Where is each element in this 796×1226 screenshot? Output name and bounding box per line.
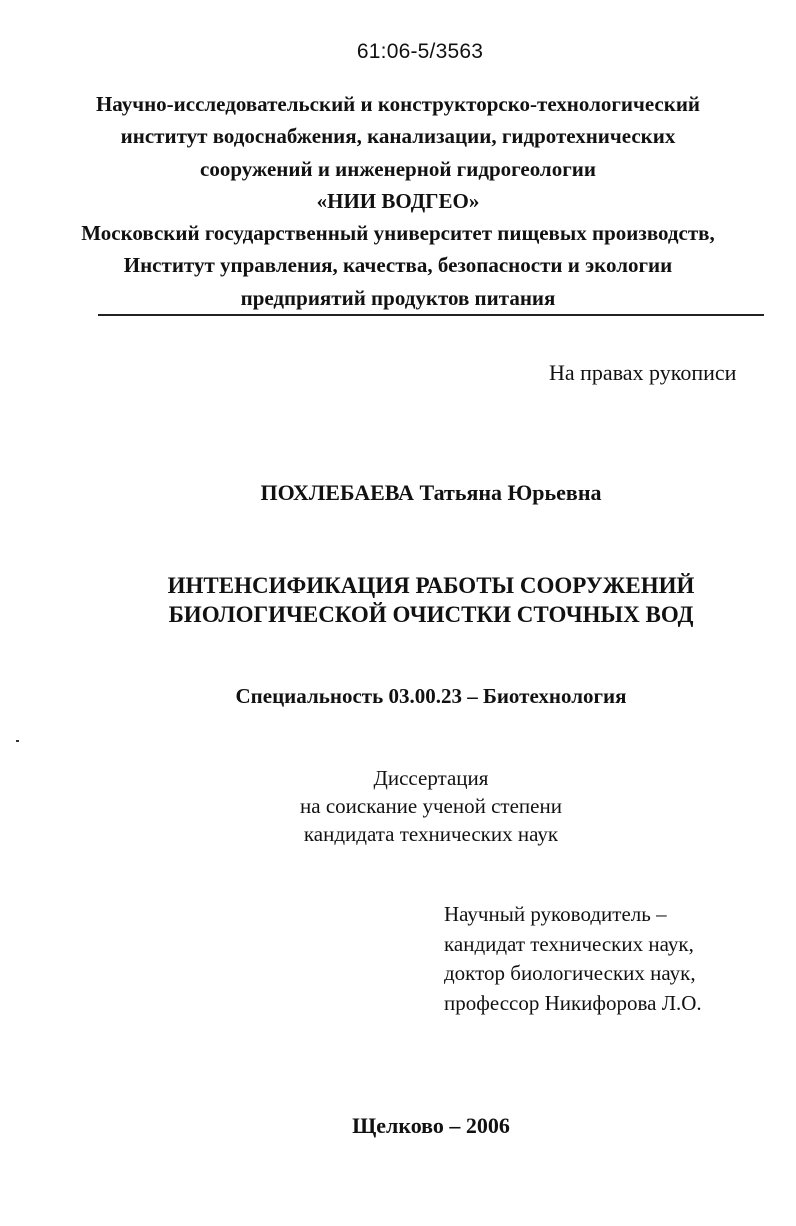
organization-line: «НИИ ВОДГЕО» <box>316 188 480 213</box>
organization-line: предприятий продуктов питания <box>240 285 556 310</box>
organization-line: институт водоснабжения, канализации, гидротехнических <box>120 124 676 149</box>
organization-line: Научно-исследовательский и конструкторско-технологический <box>95 92 701 116</box>
supervisor-line: кандидат технических наук, <box>444 931 694 956</box>
organization-line: сооружений и инженерной гидрогеологии <box>200 156 596 181</box>
author-given-names: Татьяна Юрьевна <box>419 480 602 505</box>
author-name <box>0 480 796 506</box>
supervisor-block <box>444 900 702 1018</box>
specialty: Специальность 03.00.23 – Биотехнология <box>235 684 627 708</box>
manuscript-note: На правах рукописи <box>549 360 737 385</box>
supervisor-line: Научный руководитель – <box>444 902 667 926</box>
degree-block <box>0 764 796 848</box>
supervisor-line: доктор биологических наук, <box>444 961 696 985</box>
degree-line: кандидата технических наук <box>303 822 559 846</box>
header-divider <box>98 314 764 316</box>
catalog-number: 61:06-5/3563 <box>356 40 484 63</box>
organization-line: Московский государственный университет пищевых производств, <box>81 221 715 246</box>
scan-speck <box>16 740 19 742</box>
organization-line: Институт управления, качества, безопасности и экологии <box>123 253 673 278</box>
organization-block <box>28 88 768 314</box>
author-surname: ПОХЛЕБАЕВА <box>260 480 414 505</box>
dissertation-title <box>0 571 796 629</box>
supervisor-line: профессор Никифорова Л.О. <box>444 990 702 1015</box>
degree-line: Диссертация <box>373 766 489 790</box>
place-and-year: Щелково – 2006 <box>352 1113 510 1138</box>
title-line: ИНТЕНСИФИКАЦИЯ РАБОТЫ СООРУЖЕНИЙ <box>167 573 695 598</box>
title-line: БИОЛОГИЧЕСКОЙ ОЧИСТКИ СТОЧНЫХ ВОД <box>168 602 694 627</box>
degree-line: на соискание ученой степени <box>300 794 562 818</box>
